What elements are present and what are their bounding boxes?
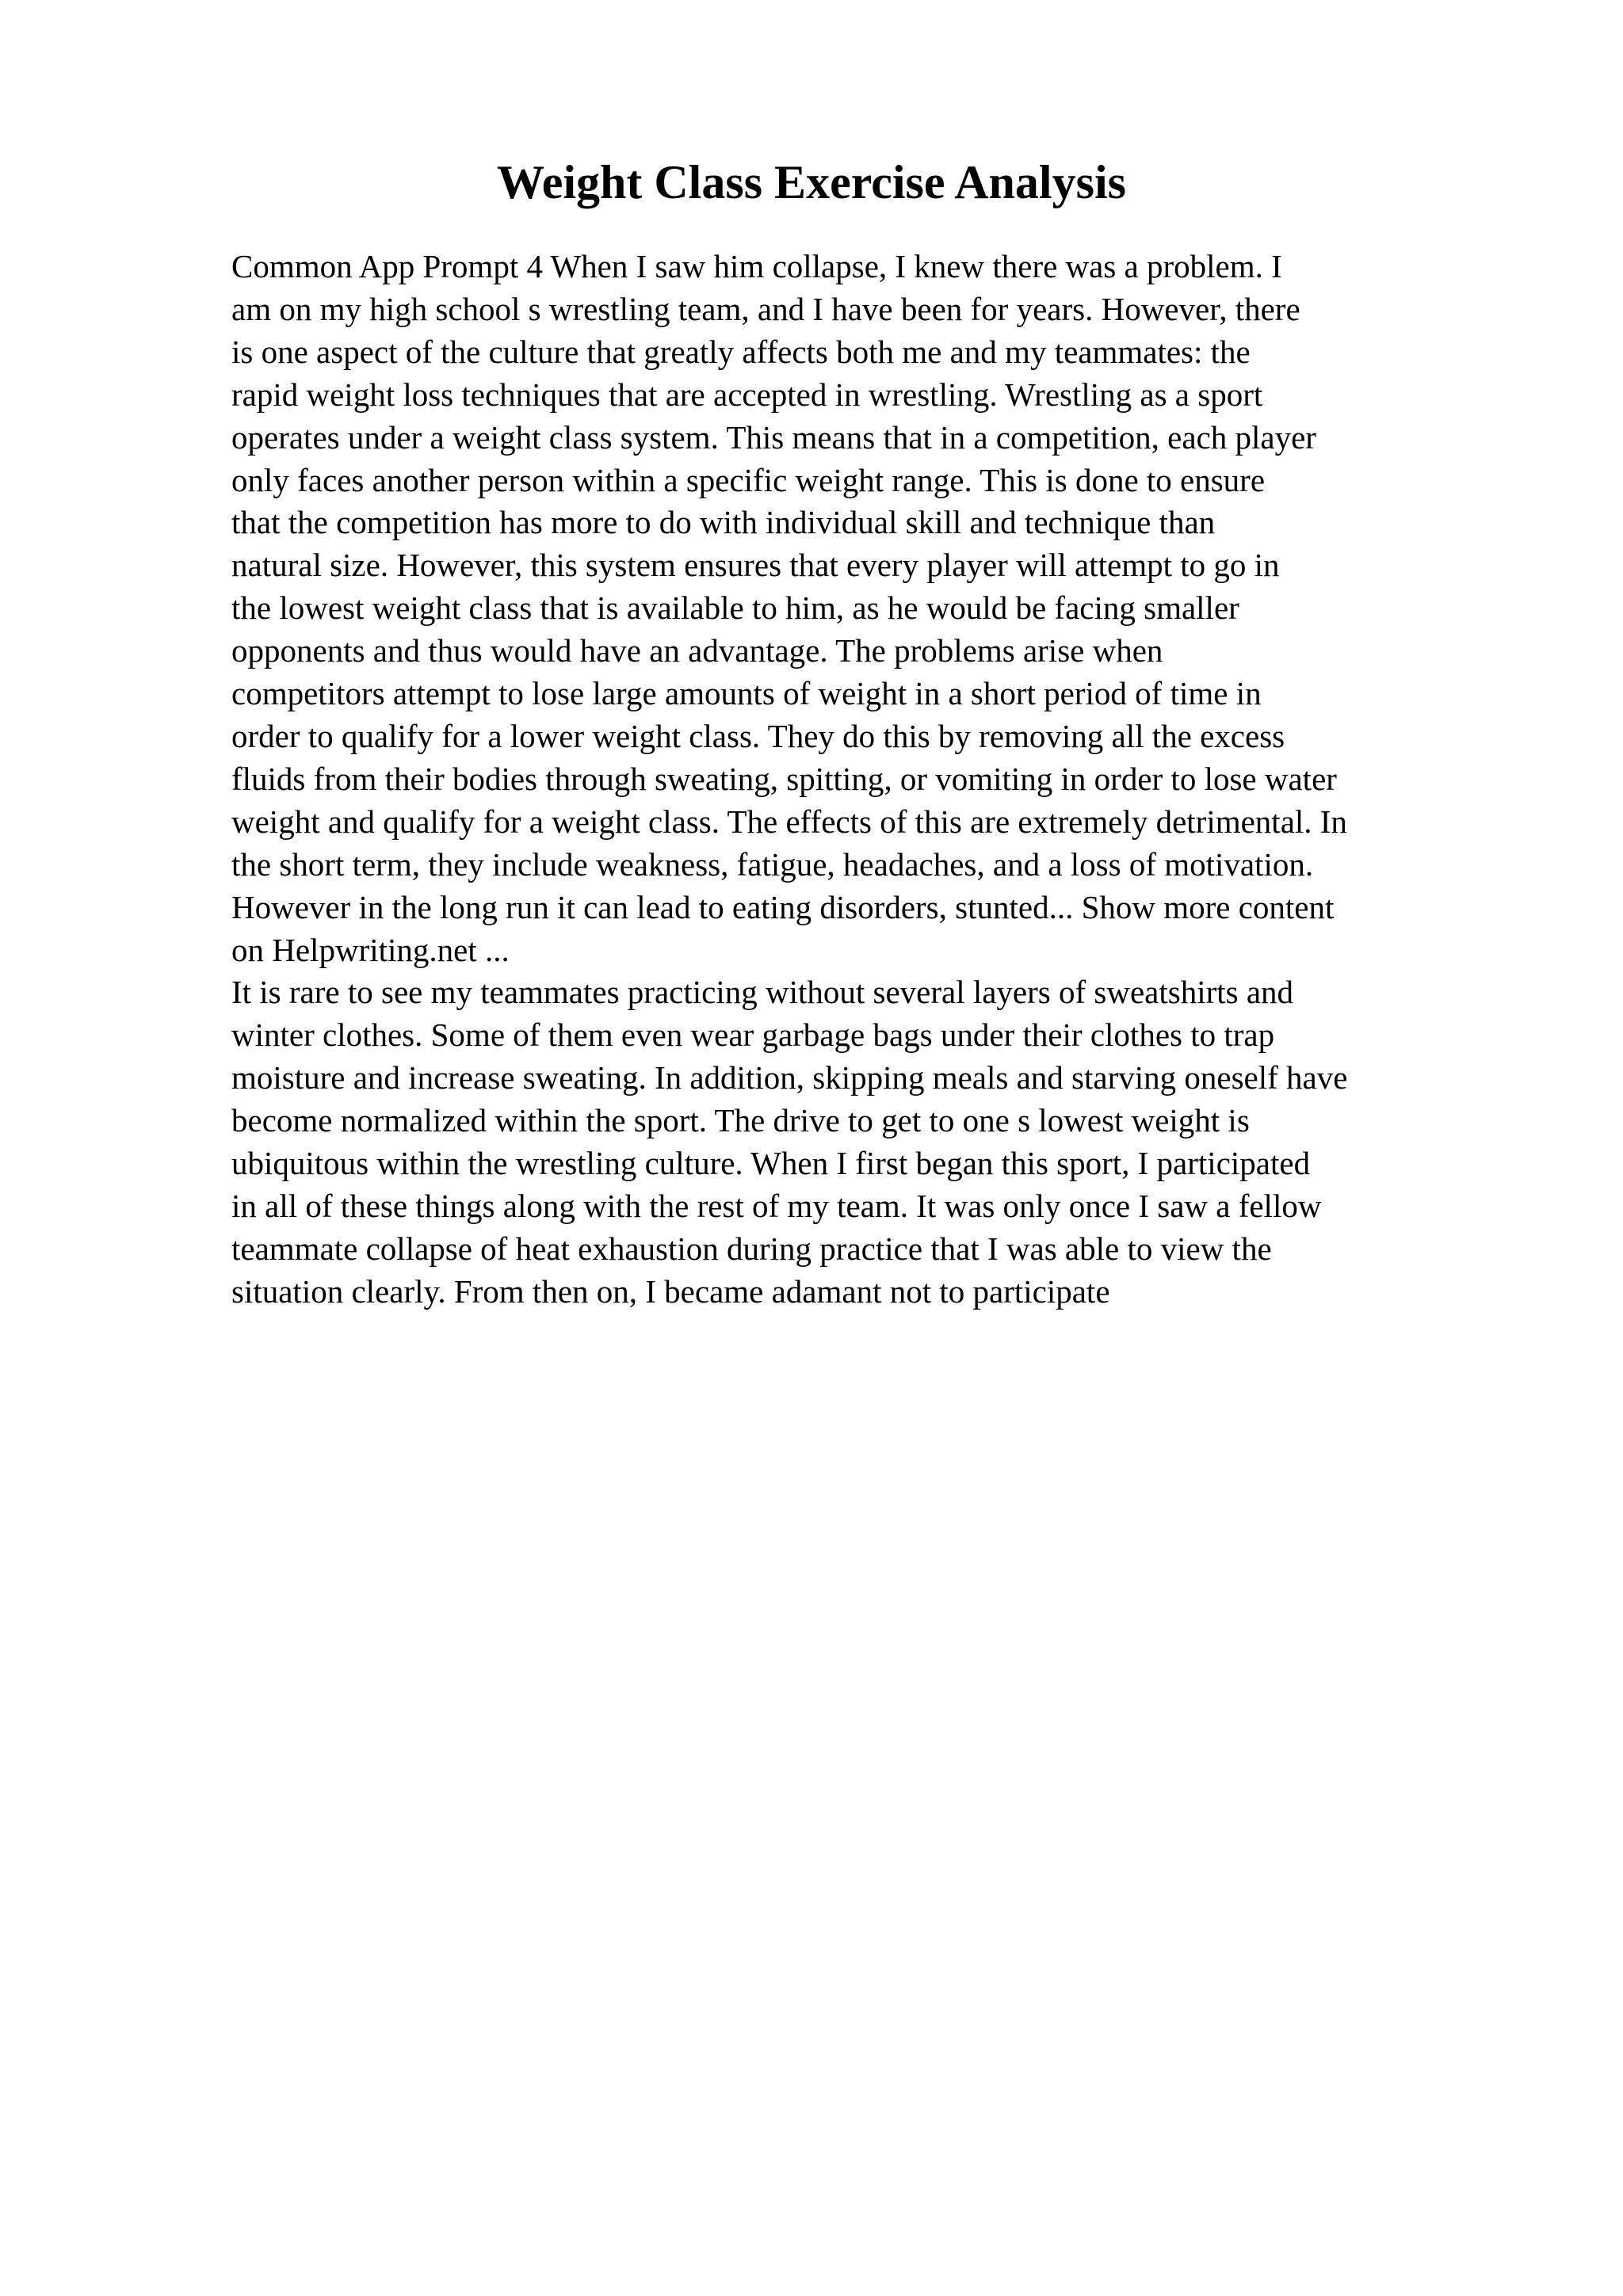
text-line: winter clothes. Some of them even wear garbage bags under their clothes to trap <box>231 1016 1275 1054</box>
text-line: situation clearly. From then on, I became adamant not to participate <box>231 1272 1110 1310</box>
text-line: the lowest weight class that is available to him, as he would be facing smaller <box>231 589 1239 627</box>
text-line: fluids from their bodies through sweating, spitting, or vomiting in order to lose water <box>231 760 1337 797</box>
text-line: It is rare to see my teammates practicing without several layers of sweatshirts and <box>231 974 1294 1011</box>
text-line: competitors attempt to lose large amounts of weight in a short period of time in <box>231 675 1262 712</box>
text-line: on Helpwriting.net ... <box>231 931 510 968</box>
text-line: that the competition has more to do with individual skill and technique than <box>231 504 1216 541</box>
text-line: weight and qualify for a weight class. The effects of this are extremely detrimental. In <box>231 803 1347 840</box>
text-line: only faces another person within a specific weight range. This is done to ensure <box>231 461 1266 498</box>
text-line: moisture and increase sweating. In addition, skipping meals and starving oneself have <box>231 1059 1348 1097</box>
text-line: Common App Prompt 4 When I saw him collapse, I knew there was a problem. I <box>231 248 1282 284</box>
text-line: natural size. However, this system ensures that every player will attempt to go in <box>231 547 1280 584</box>
text-line: ubiquitous within the wrestling culture. When I first began this sport, I participated <box>231 1145 1311 1182</box>
text-line: in all of these things along with the rest of my team. It was only once I saw a fellow <box>231 1187 1322 1224</box>
text-line: am on my high school s wrestling team, and I have been for years. However, there <box>231 290 1300 327</box>
text-line: However in the long run it can lead to eating disorders, stunted... Show more content <box>231 888 1335 925</box>
text-line: teammate collapse of heat exhaustion during practice that I was able to view the <box>231 1230 1272 1267</box>
text-line: is one aspect of the culture that greatly affects both me and my teammates: the <box>231 333 1251 370</box>
document-body <box>231 246 1515 1314</box>
text-line: the short term, they include weakness, fatigue, headaches, and a loss of motivation. <box>231 845 1314 883</box>
text-line: opponents and thus would have an advantage. The problems arise when <box>231 632 1163 669</box>
text-line: rapid weight loss techniques that are accepted in wrestling. Wrestling as a sport <box>231 376 1263 413</box>
document-title: Weight Class Exercise Analysis <box>497 156 1126 208</box>
text-line: order to qualify for a lower weight class. They do this by removing all the excess <box>231 717 1285 754</box>
text-line: operates under a weight class system. This means that in a competition, each player <box>231 418 1316 456</box>
text-line: become normalized within the sport. The drive to get to one s lowest weight is <box>231 1102 1250 1139</box>
